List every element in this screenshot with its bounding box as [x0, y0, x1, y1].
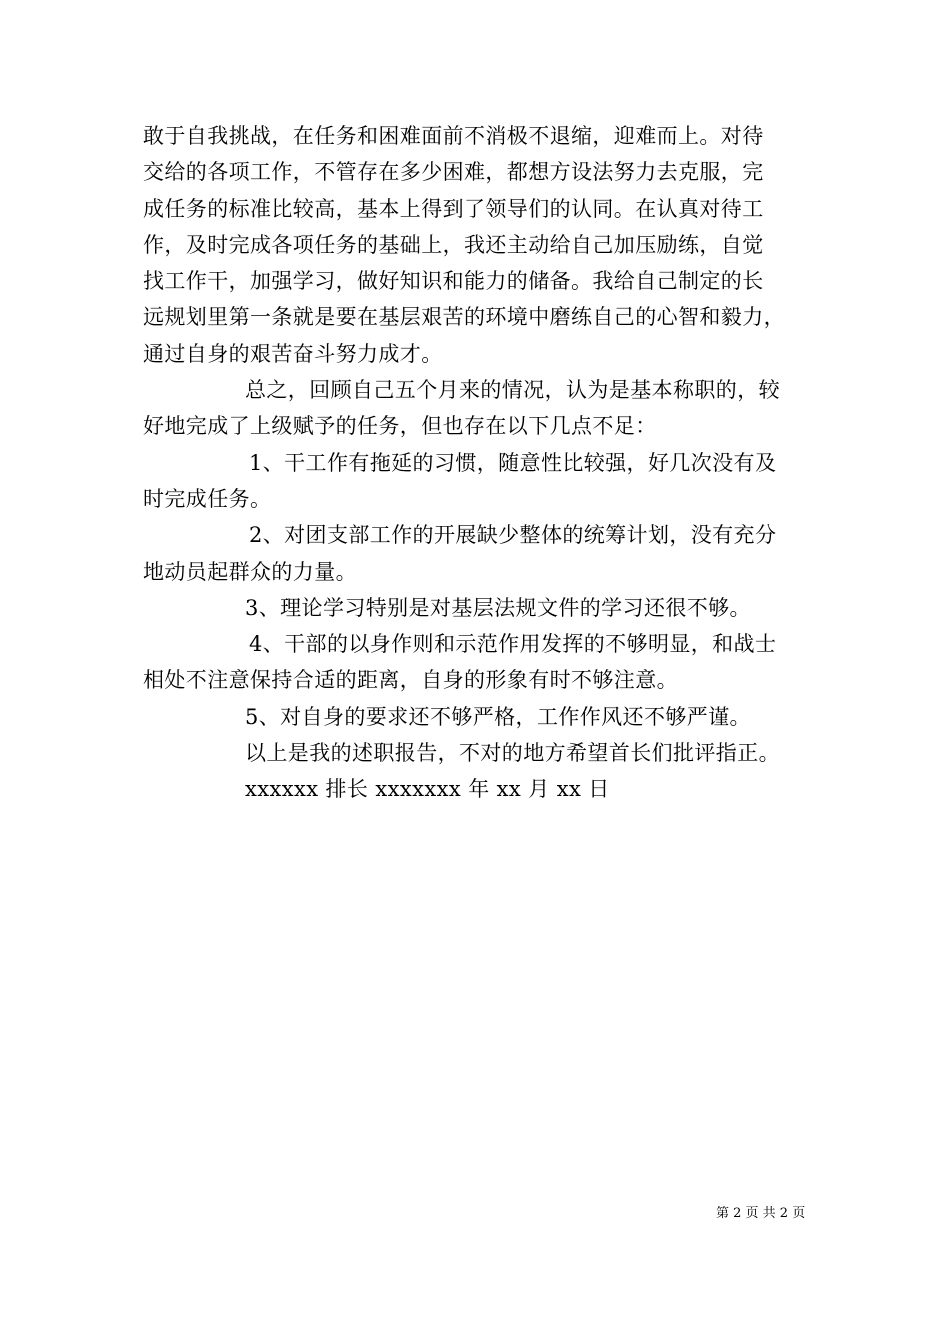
signature-line: xxxxxx 排长 xxxxxxx 年 xx 月 xx 日 [245, 777, 610, 802]
paragraph-line: 交给的各项工作，不管存在多少困难，都想方设法努力去克服，完 [143, 160, 764, 185]
paragraph-line: 成任务的标准比较高，基本上得到了领导们的认同。在认真对待工 [143, 196, 764, 221]
list-item-1: 1、干工作有拖延的习惯，随意性比较强，好几次没有及 [249, 450, 777, 475]
paragraph-line: 总之，回顾自己五个月来的情况，认为是基本称职的，较 [245, 378, 780, 403]
document-body [143, 118, 823, 808]
list-item-4: 4、干部的以身作则和示范作用发挥的不够明显，和战士 [249, 632, 777, 657]
paragraph-line: 作，及时完成各项任务的基础上，我还主动给自己加压励练，自觉 [143, 232, 764, 257]
paragraph-line: 好地完成了上级赋予的任务，但也存在以下几点不足： [143, 414, 657, 439]
closing-line: 以上是我的述职报告，不对的地方希望首长们批评指正。 [245, 741, 780, 766]
paragraph-line: 找工作干，加强学习，做好知识和能力的储备。我给自己制定的长 [143, 269, 764, 294]
list-item-4-cont: 相处不注意保持合适的距离，自身的形象有时不够注意。 [143, 668, 678, 693]
paragraph-line: 敢于自我挑战，在任务和困难面前不消极不退缩，迎难而上。对待 [143, 124, 764, 148]
paragraph-line: 通过自身的艰苦奋斗努力成才。 [143, 341, 443, 366]
list-item-3: 3、理论学习特别是对基层法规文件的学习还很不够。 [245, 595, 751, 620]
list-item-2-cont: 地动员起群众的力量。 [143, 559, 357, 584]
paragraph-line: 远规划里第一条就是要在基层艰苦的环境中磨练自己的心智和毅力， [143, 305, 785, 330]
list-item-5: 5、对自身的要求还不够严格，工作作风还不够严谨。 [245, 704, 751, 729]
list-item-1-cont: 时完成任务。 [143, 486, 272, 511]
page-footer: 第 2 页 共 2 页 [716, 1206, 806, 1221]
list-item-2: 2、对团支部工作的开展缺少整体的统筹计划，没有充分 [249, 523, 777, 548]
